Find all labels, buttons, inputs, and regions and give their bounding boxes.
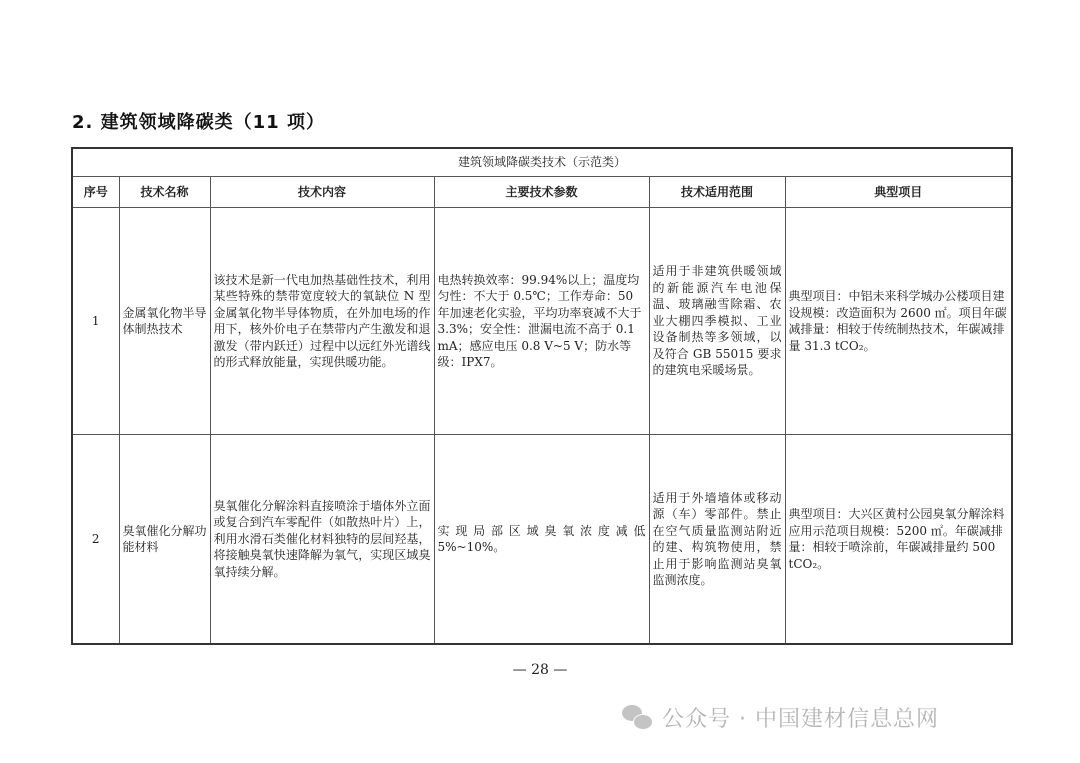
table-row <box>72 208 1012 435</box>
row-tech-content: 该技术是新一代电加热基础性技术，利用某些特殊的禁带宽度较大的氧缺位 N 型金属氧化物半导体物质，在外加电场的作用下，核外价电子在禁带内产生激发和退激发（带内跃迁）过程中以远红外光谱线的形式释放能量，实现供暖功能。 <box>210 208 434 435</box>
row-typical-project: 典型项目：中铝未来科学城办公楼项目建设规模：改造面积为 2600 ㎡。项目年碳减排量：相较于传统制热技术，年碳减排量 31.3 tCO₂。 <box>785 208 1012 435</box>
row-tech-params: 实现局部区域臭氧浓度减低 5%~10%。 <box>434 435 649 645</box>
watermark-text: 公众号 · 中国建材信息总网 <box>662 707 939 732</box>
row-tech-name: 金属氧化物半导体制热技术 <box>119 208 210 435</box>
row-tech-params: 电热转换效率：99.94%以上；温度均匀性：不大于 0.5℃；工作寿命：50 年加速老化实验，平均功率衰减不大于 3.3%；安全性：泄漏电流不高于 0.1 mA；感应电压 0.8 V~5 V；防水等级：IPX7。 <box>434 208 649 435</box>
header-tech-name: 技术名称 <box>119 177 210 208</box>
row-tech-content: 臭氧催化分解涂料直接喷涂于墙体外立面或复合到汽车零配件（如散热叶片）上，利用水滑石类催化材料独特的层间羟基，将接触臭氧快速降解为氧气，实现区域臭氧持续分解。 <box>210 435 434 645</box>
page-number: — 28 — <box>512 662 568 678</box>
header-tech-content: 技术内容 <box>210 177 434 208</box>
header-typical-project: 典型项目 <box>785 177 1012 208</box>
header-tech-params: 主要技术参数 <box>434 177 649 208</box>
row-tech-scope: 适用于非建筑供暖领域的新能源汽车电池保温、玻璃融雪除霜、农业大棚四季模拟、工业设备制热等多领域，以及符合 GB 55015 要求的建筑电采暖场景。 <box>649 208 785 435</box>
table-row <box>72 435 1012 645</box>
header-tech-scope: 技术适用范围 <box>649 177 785 208</box>
section-title: 2. 建筑领域降碳类（11 项） <box>72 112 325 133</box>
table-caption: 建筑领域降碳类技术（示范类） <box>72 148 1012 177</box>
wechat-icon <box>622 705 652 731</box>
row-tech-scope: 适用于外墙墙体或移动源（车）零部件。禁止在空气质量监测站附近的建、构筑物使用，禁止用于影响监测站臭氧监测浓度。 <box>649 435 785 645</box>
technology-table <box>71 147 1013 645</box>
watermark <box>622 702 939 733</box>
row-index: 2 <box>72 435 119 645</box>
header-index: 序号 <box>72 177 119 208</box>
row-index: 1 <box>72 208 119 435</box>
row-tech-name: 臭氧催化分解功能材料 <box>119 435 210 645</box>
row-typical-project: 典型项目：大兴区黄村公园臭氧分解涂料应用示范项目规模：5200 ㎡。年碳减排量：相较于喷涂前，年碳减排量约 500 tCO₂。 <box>785 435 1012 645</box>
